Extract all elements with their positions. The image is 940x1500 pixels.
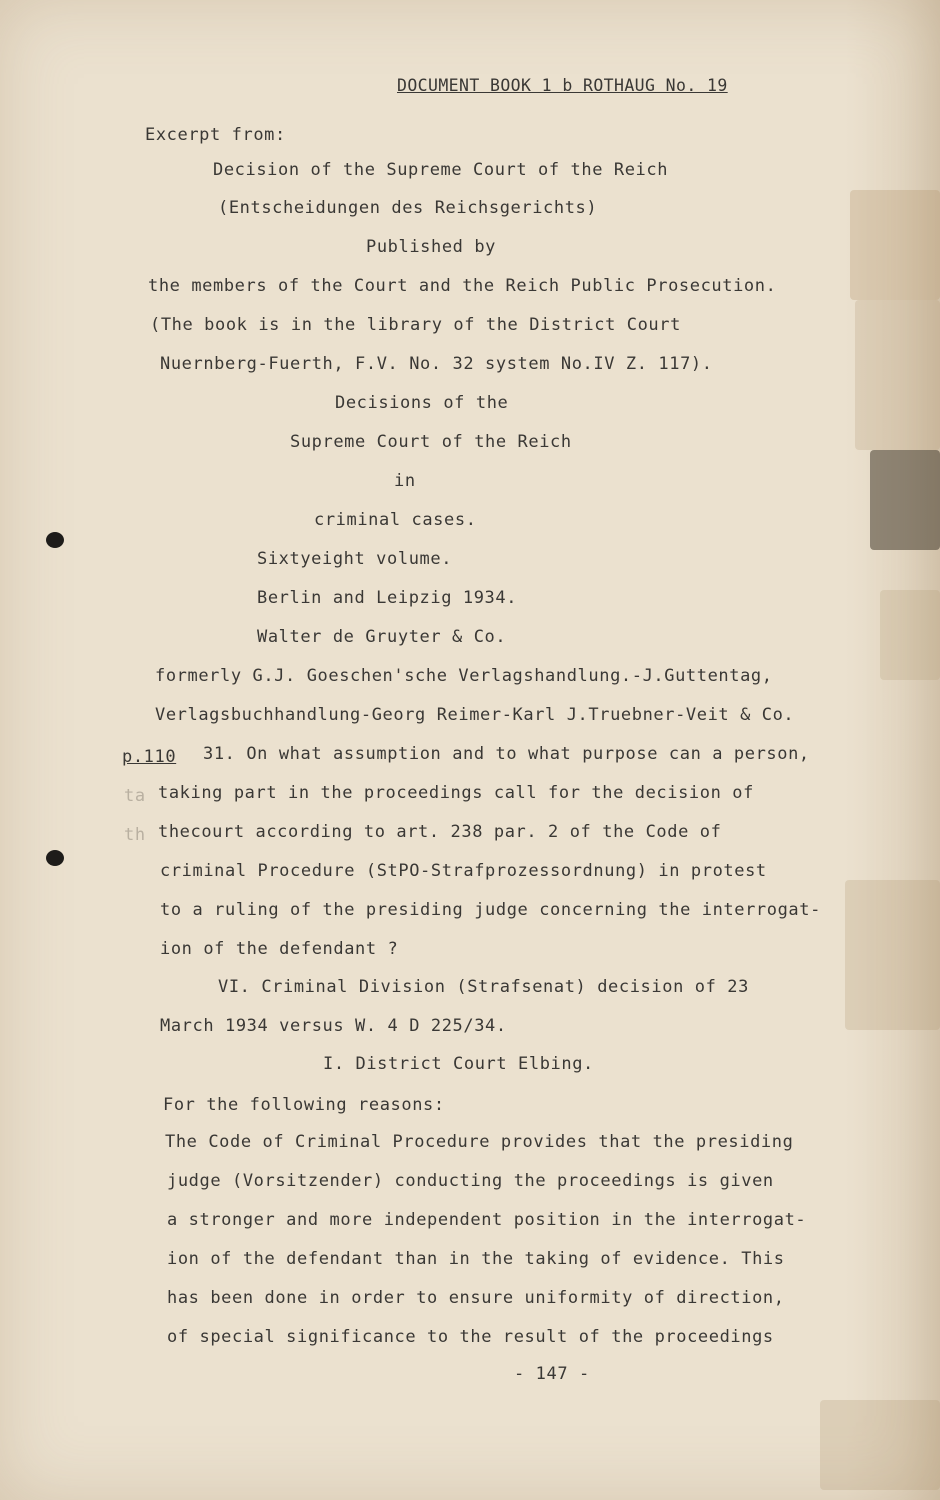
source-title-german: (Entscheidungen des Reichsgerichts) [218, 198, 598, 218]
district-court: I. District Court Elbing. [323, 1054, 594, 1074]
margin-note: th [124, 825, 146, 845]
margin-note: ta [124, 786, 146, 806]
reasons-line: of special significance to the result of the proceedings [167, 1327, 774, 1347]
question-line: criminal Procedure (StPO-Strafprozessordnung) in protest [160, 861, 767, 881]
publisher-members: the members of the Court and the Reich Public Prosecution. [148, 276, 777, 296]
title-publisher: Walter de Gruyter & Co. [257, 627, 507, 647]
excerpt-label: Excerpt from: [145, 125, 286, 145]
title-formerly-cont: Verlagsbuchhandlung-Georg Reimer-Karl J.Truebner-Veit & Co. [155, 705, 795, 725]
title-decisions: Decisions of the [335, 393, 509, 413]
question-line: thecourt according to art. 238 par. 2 of the Code of [158, 822, 722, 842]
paper-stain [855, 300, 940, 450]
title-in: in [394, 471, 416, 491]
question-line: 31. On what assumption and to what purpose can a person, [203, 744, 810, 764]
question-line: to a ruling of the presiding judge concerning the interrogat- [160, 900, 821, 920]
reasons-line: has been done in order to ensure uniformity of direction, [167, 1288, 785, 1308]
source-title: Decision of the Supreme Court of the Reich [213, 160, 669, 180]
paper-stain [845, 880, 940, 1030]
title-formerly: formerly G.J. Goeschen'sche Verlagshandlung.-J.Guttentag, [155, 666, 773, 686]
question-line: taking part in the proceedings call for the decision of [158, 783, 754, 803]
title-volume: Sixtyeight volume. [257, 549, 453, 569]
paper-stain [880, 590, 940, 680]
division-line: VI. Criminal Division (Strafsenat) decision of 23 [218, 977, 749, 997]
paper-stain [850, 190, 940, 300]
published-by: Published by [366, 237, 497, 257]
punch-hole [46, 532, 64, 548]
punch-hole [46, 850, 64, 866]
title-place: Berlin and Leipzig 1934. [257, 588, 518, 608]
reasons-line: The Code of Criminal Procedure provides that the presiding [165, 1132, 794, 1152]
division-line: March 1934 versus W. 4 D 225/34. [160, 1016, 507, 1036]
reasons-intro: For the following reasons: [163, 1095, 445, 1115]
reasons-line: ion of the defendant than in the taking of evidence. This [167, 1249, 785, 1269]
reasons-line: judge (Vorsitzender) conducting the proceedings is given [167, 1171, 774, 1191]
paper-stain [870, 450, 940, 550]
title-criminal: criminal cases. [314, 510, 477, 530]
paper-stain [820, 1400, 940, 1490]
page-number: - 147 - [514, 1364, 590, 1384]
question-line: ion of the defendant ? [160, 939, 399, 959]
page-reference: p.110 [122, 747, 177, 767]
library-note: (The book is in the library of the District Court [150, 315, 681, 335]
reasons-line: a stronger and more independent position in the interrogat- [167, 1210, 807, 1230]
title-court: Supreme Court of the Reich [290, 432, 572, 452]
document-header: DOCUMENT BOOK 1 b ROTHAUG No. 19 [397, 76, 728, 95]
library-note-cont: Nuernberg-Fuerth, F.V. No. 32 system No.IV Z. 117). [160, 354, 713, 374]
